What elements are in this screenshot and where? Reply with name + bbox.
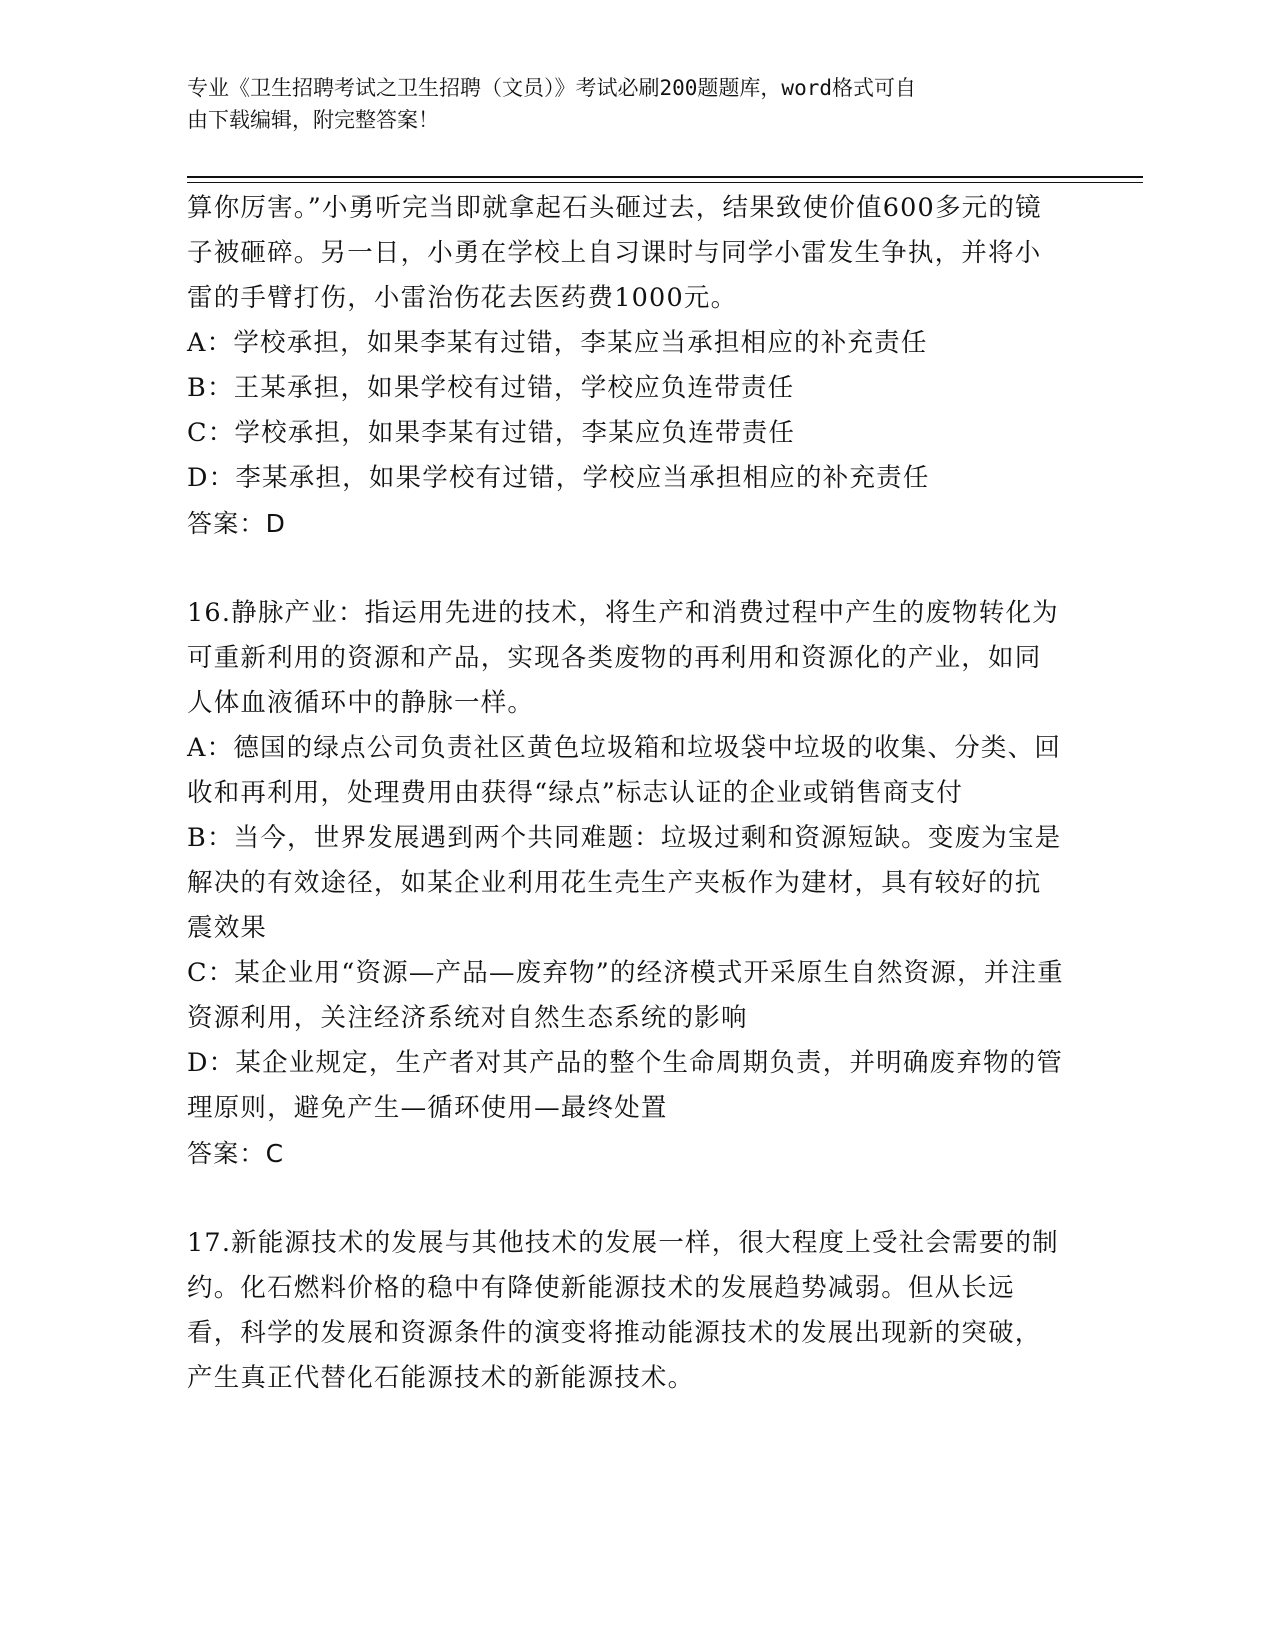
option-a: A：学校承担，如果李某有过错，李某应当承担相应的补充责任 — [187, 328, 928, 358]
header-divider-thin — [187, 182, 1143, 183]
question-stem: 17.新能源技术的发展与其他技术的发展一样，很大程度上受社会需要的制约。化石燃料价格的稳中有降使新能源技术的发展趋势减弱。但从长远看，科学的发展和资源条件的演变将推动能源技术的发展出现新的突破，产生真正代替化石能源技术的新能源技术。 — [187, 1228, 1059, 1393]
question-stem: 算你厉害。”小勇听完当即就拿起石头砸过去，结果致使价值600多元的镜子被砸碎。另一日，小勇在学校上自习课时与同学小雷发生争执，并将小雷的手臂打伤，小雷治伤花去医药费1000元。 — [187, 193, 1042, 313]
header-line-1: 专业《卫生招聘考试之卫生招聘（文员）》考试必刷200题题库，word格式可自 — [187, 76, 916, 100]
spacer — [187, 1176, 1067, 1221]
question-15 — [187, 186, 1067, 546]
option-b: B：王某承担，如果学校有过错，学校应负连带责任 — [187, 373, 795, 403]
spacer — [187, 546, 1067, 591]
document-body — [187, 186, 1067, 1401]
option-d: D：李某承担，如果学校有过错，学校应当承担相应的补充责任 — [187, 463, 930, 493]
option-a: A：德国的绿点公司负责社区黄色垃圾箱和垃圾袋中垃圾的收集、分类、回收和再利用，处理费用由获得“绿点”标志认证的企业或销售商支付 — [187, 733, 1062, 808]
option-c: C：学校承担，如果李某有过错，李某应负连带责任 — [187, 418, 796, 448]
header-line-2: 由下载编辑，附完整答案！ — [187, 108, 439, 132]
question-stem: 16.静脉产业：指运用先进的技术，将生产和消费过程中产生的废物转化为可重新利用的资源和产品，实现各类废物的再利用和资源化的产业，如同人体血液循环中的静脉一样。 — [187, 598, 1059, 718]
option-c: C：某企业用“资源—产品—废弃物”的经济模式开采原生自然资源，并注重资源利用，关注经济系统对自然生态系统的影响 — [187, 958, 1064, 1033]
header-divider-thick — [187, 176, 1143, 178]
document-header — [187, 72, 1067, 136]
question-16 — [187, 591, 1067, 1176]
question-17 — [187, 1221, 1067, 1401]
option-d: D：某企业规定，生产者对其产品的整个生命周期负责，并明确废弃物的管理原则，避免产生—循环使用—最终处置 — [187, 1048, 1064, 1123]
answer-line: 答案：D — [187, 509, 287, 538]
option-b: B：当今，世界发展遇到两个共同难题：垃圾过剩和资源短缺。变废为宝是解决的有效途径，如某企业利用花生壳生产夹板作为建材，具有较好的抗震效果 — [187, 823, 1062, 943]
answer-line: 答案：C — [187, 1139, 285, 1168]
